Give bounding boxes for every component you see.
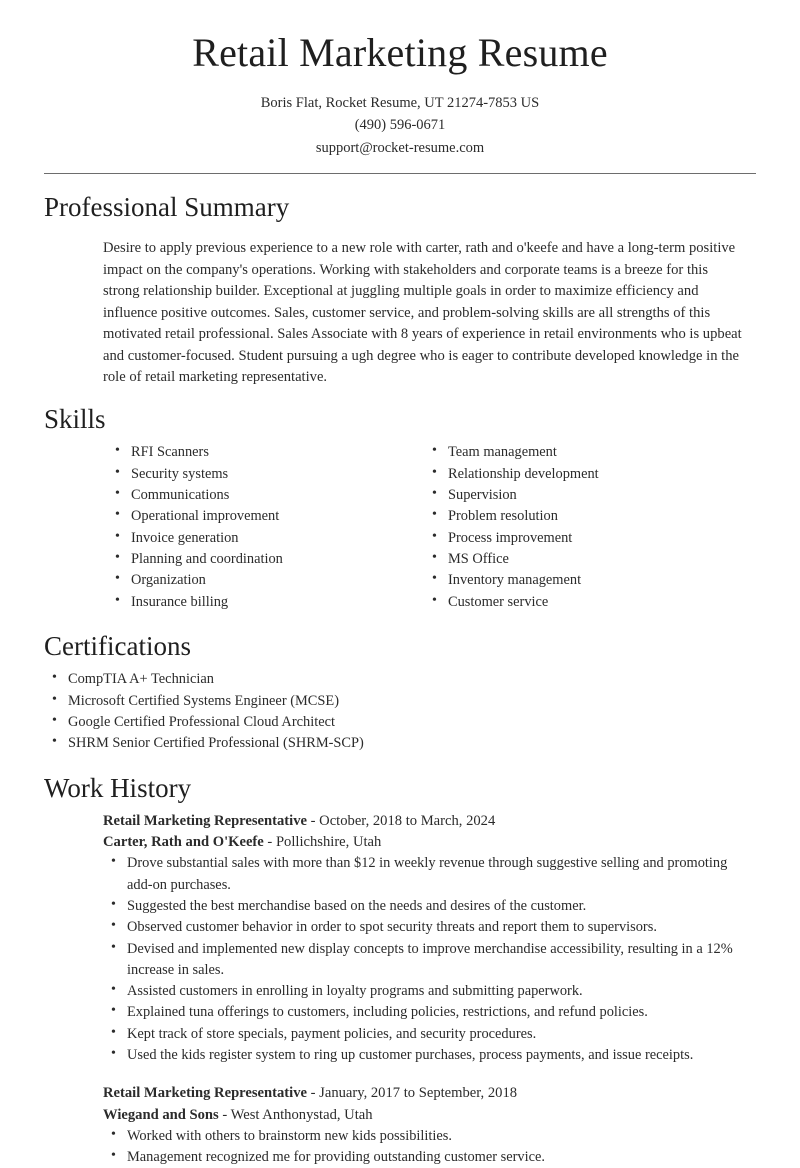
list-item: • Relationship development <box>424 464 741 485</box>
list-item: • Worked with others to brainstorm new kids possibilities. <box>103 1126 756 1147</box>
job-location: - Pollichshire, Utah <box>263 834 382 851</box>
job-location: - West Anthonystad, Utah <box>218 1106 373 1123</box>
job-bullet-list <box>103 853 756 1066</box>
list-item: • Google Certified Professional Cloud Architect <box>44 712 756 733</box>
skills-right-column <box>424 442 741 613</box>
list-item: • Kept track of store specials, payment policies, and security procedures. <box>103 1024 756 1045</box>
list-item: • Used the kids register system to ring up customer purchases, process payments, and issue receipts. <box>103 1045 756 1066</box>
contact-email: support@rocket-resume.com <box>315 139 485 156</box>
section-skills <box>0 403 800 613</box>
list-item: • Insurance billing <box>107 592 424 613</box>
list-item: • Planning and coordination <box>107 549 424 570</box>
contact-phone: (490) 596-0671 <box>354 117 446 134</box>
job-title: Retail Marketing Representative <box>103 812 307 829</box>
list-item: • Security systems <box>107 464 424 485</box>
list-item: • Supervision <box>424 485 741 506</box>
list-item: • Microsoft Certified Systems Engineer (MCSE) <box>44 691 756 712</box>
skills-left-column <box>107 442 424 613</box>
list-item: • MS Office <box>424 549 741 570</box>
list-item: • Invoice generation <box>107 528 424 549</box>
list-item: • Process improvement <box>424 528 741 549</box>
job-employer: Wiegand and Sons <box>103 1106 219 1123</box>
section-certifications <box>0 630 800 755</box>
job-dates: - January, 2017 to September, 2018 <box>307 1085 518 1102</box>
section-heading-skills: Skills <box>44 404 106 435</box>
list-item: • Assisted customers in enrolling in loyalty programs and submitting paperwork. <box>103 981 756 1002</box>
contact-address: Boris Flat, Rocket Resume, UT 21274-7853 US <box>260 95 540 111</box>
header-divider <box>44 173 756 174</box>
job-title-line <box>103 811 756 832</box>
list-item: • Operational improvement <box>107 506 424 527</box>
list-item: • Communications <box>107 485 424 506</box>
section-professional-summary <box>0 191 800 388</box>
job-employer-line <box>103 1105 756 1126</box>
job-title-line <box>103 1083 756 1104</box>
list-item: • Drove substantial sales with more than $12 in weekly revenue through suggestive selling and promoting add-on purchases. <box>103 853 756 896</box>
job-dates: - October, 2018 to March, 2024 <box>307 812 496 829</box>
skills-columns <box>107 442 756 613</box>
job-employer-line <box>103 832 756 853</box>
list-item: • Inventory management <box>424 570 741 591</box>
list-item: • Organization <box>107 570 424 591</box>
list-item: • CompTIA A+ Technician <box>44 669 756 690</box>
work-history-entry <box>103 811 756 1066</box>
list-item: • Suggested the best merchandise based on the needs and desires of the customer. <box>103 896 756 917</box>
list-item: • Team management <box>424 442 741 463</box>
section-heading-summary: Professional Summary <box>44 192 290 223</box>
page-title: Retail Marketing Resume <box>192 30 608 75</box>
list-item: • Management recognized me for providing outstanding customer service. <box>103 1147 756 1168</box>
list-item: • Observed customer behavior in order to spot security threats and report them to supervisors. <box>103 917 756 938</box>
summary-text: Desire to apply previous experience to a new role with carter, rath and o'keefe and have a long-term positive impact on the company's operations. Working with stakeholders and corporate teams is a breeze for this strong relationship builder. Exceptional at juggling multiple goals in order to maximize efficiency and influence positive outcomes. Sales, customer service, and problem-solving skills are all strengths of this motivated retail professional. Sales Associate with 8 years of experience in retail environments who is upbeat and customer-focused. Student pursuing a ugh degree who is eager to contribute developed knowledge in the role of retail marketing representative. <box>103 240 742 386</box>
list-item: • RFI Scanners <box>107 442 424 463</box>
list-item: • Explained tuna offerings to customers, including policies, restrictions, and refund policies. <box>103 1002 756 1023</box>
resume-header <box>0 0 800 159</box>
job-title: Retail Marketing Representative <box>103 1085 307 1102</box>
work-history-entry <box>103 1083 756 1168</box>
job-bullet-list <box>103 1126 756 1168</box>
section-work-history <box>0 772 800 1168</box>
list-item: • Problem resolution <box>424 506 741 527</box>
list-item: • Devised and implemented new display concepts to improve merchandise accessibility, resulting in a 12% increase in sales. <box>103 939 756 982</box>
job-employer: Carter, Rath and O'Keefe <box>103 834 264 851</box>
section-heading-work-history: Work History <box>44 772 192 803</box>
certifications-list <box>44 669 756 754</box>
list-item: • Customer service <box>424 592 741 613</box>
list-item: • SHRM Senior Certified Professional (SHRM-SCP) <box>44 733 756 754</box>
section-heading-certifications: Certifications <box>44 630 191 661</box>
